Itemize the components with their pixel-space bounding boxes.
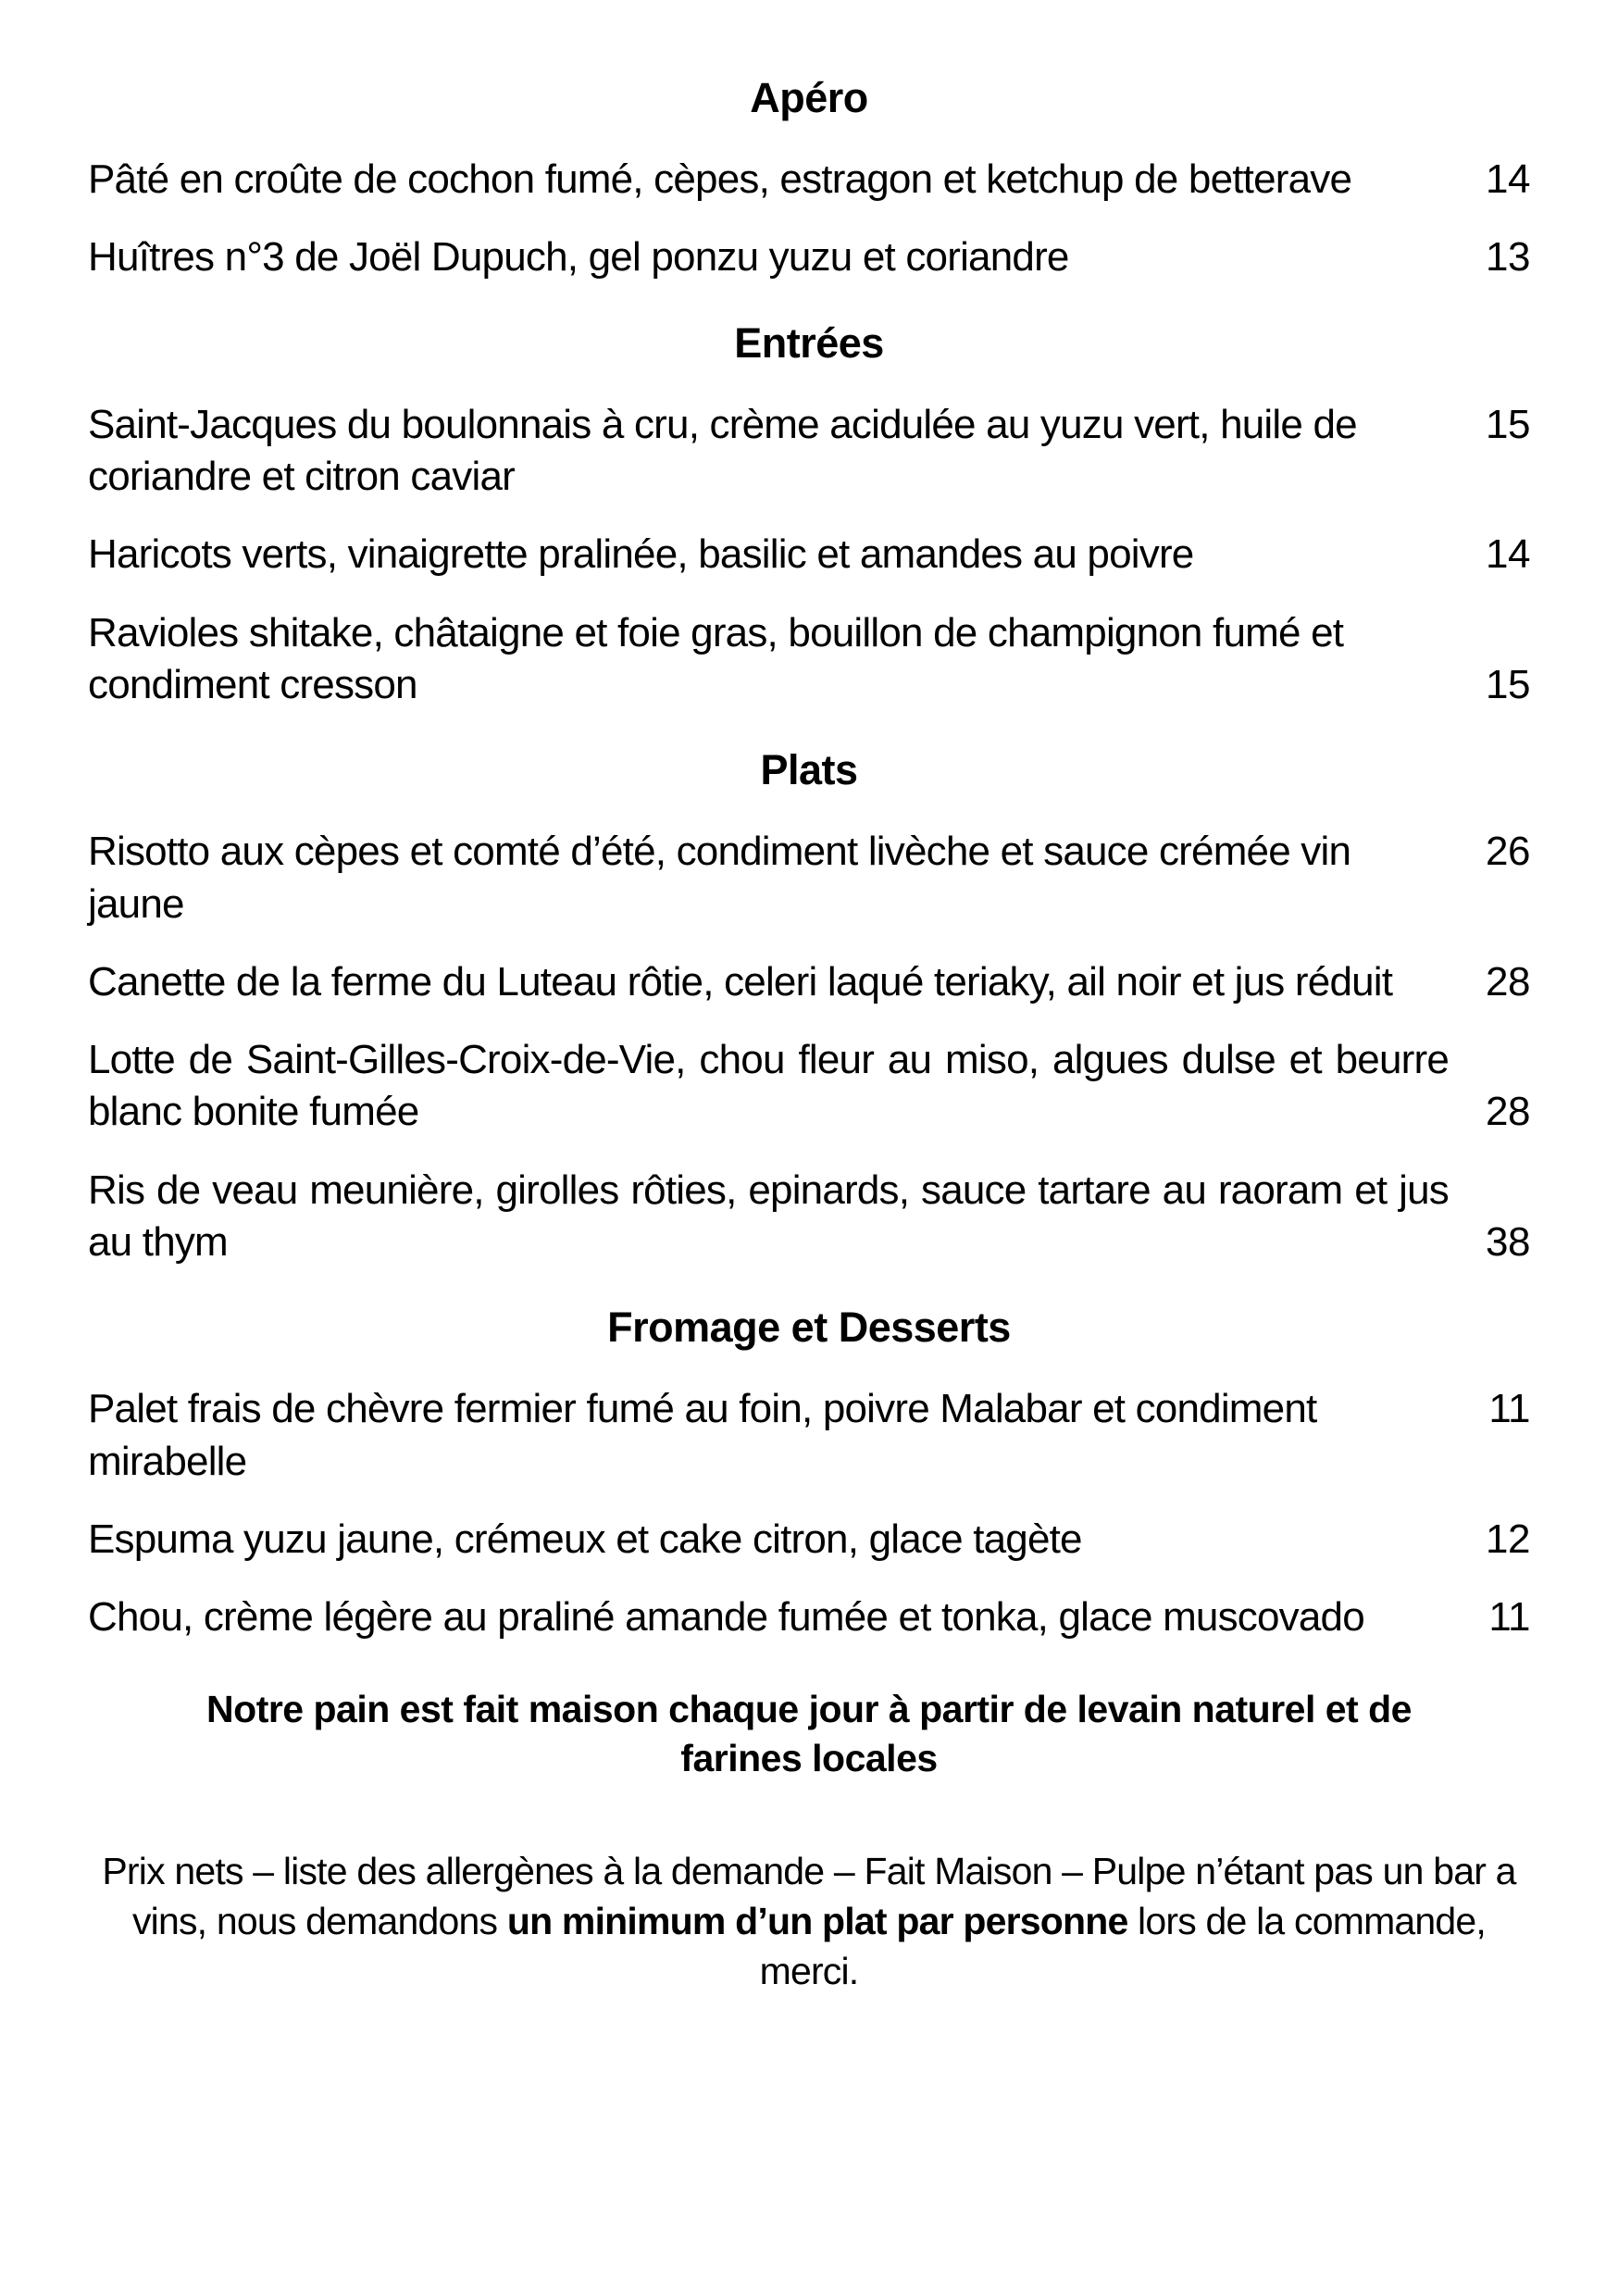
menu-item-text: Saint-Jacques du boulonnais à cru, crème acidulée au yuzu vert, huile de coriandre et citron caviar bbox=[88, 401, 1357, 499]
section-plats bbox=[88, 746, 1530, 1268]
menu-item-price: 15 bbox=[1486, 661, 1530, 707]
menu-item-text: Huîtres n°3 de Joël Dupuch, gel ponzu yuzu et coriandre bbox=[88, 234, 1069, 281]
menu-item bbox=[88, 154, 1530, 206]
menu-item-text: Haricots verts, vinaigrette pralinée, basilic et amandes au poivre bbox=[88, 531, 1194, 578]
menu-item-price: 12 bbox=[1486, 1516, 1530, 1562]
menu-item bbox=[88, 1034, 1530, 1139]
menu-item-price: 11 bbox=[1488, 1386, 1530, 1432]
section-title-entrees: Entrées bbox=[734, 318, 884, 367]
section-fromage-desserts bbox=[88, 1304, 1530, 1643]
menu-item-text: Canette de la ferme du Luteau rôtie, celeri laqué teriaky, ail noir et jus réduit bbox=[88, 958, 1393, 1004]
menu-item bbox=[88, 956, 1530, 1008]
footer-note-text: Prix nets – liste des allergènes à la demande – Fait Maison – Pulpe n’étant pas un bar a vins, nous demandons bbox=[102, 1850, 1516, 1943]
menu-item-price: 26 bbox=[1486, 829, 1530, 875]
footer-note-text: lors de la commande, merci. bbox=[759, 1900, 1487, 1993]
menu-item-price: 28 bbox=[1486, 958, 1530, 1004]
menu-item bbox=[88, 231, 1530, 283]
menu-item-text: Lotte de Saint-Gilles-Croix-de-Vie, chou fleur au miso, algues dulse et beurre blanc bonite fumée bbox=[88, 1037, 1449, 1135]
menu-item bbox=[88, 826, 1530, 930]
menu-item-price: 13 bbox=[1486, 234, 1530, 281]
section-entrees bbox=[88, 319, 1530, 712]
menu-item-price: 14 bbox=[1486, 531, 1530, 578]
menu-item-text: Ravioles shitake, châtaigne et foie gras, bouillon de champignon fumé et condiment cresson bbox=[88, 609, 1344, 707]
menu-item bbox=[88, 1591, 1530, 1643]
menu-item-text: Palet frais de chèvre fermier fumé au foin, poivre Malabar et condiment mirabelle bbox=[88, 1386, 1317, 1484]
menu-item-price: 11 bbox=[1488, 1594, 1530, 1641]
menu-item-text: Chou, crème légère au praliné amande fumée et tonka, glace muscovado bbox=[88, 1594, 1364, 1641]
menu-item bbox=[88, 1165, 1530, 1269]
bread-note: Notre pain est fait maison chaque jour à partir de levain naturel et de farines locales bbox=[206, 1687, 1412, 1779]
menu-item-text: Espuma yuzu jaune, crémeux et cake citron, glace tagète bbox=[88, 1516, 1082, 1562]
menu-item bbox=[88, 1514, 1530, 1566]
footer-note-bold-text: un minimum d’un plat par personne bbox=[506, 1900, 1128, 1943]
menu-item-text: Ris de veau meunière, girolles rôties, epinards, sauce tartare au raoram et jus au thym bbox=[88, 1167, 1449, 1266]
section-title-fromage-desserts: Fromage et Desserts bbox=[607, 1304, 1011, 1352]
menu-item bbox=[88, 607, 1530, 712]
menu-item-price: 14 bbox=[1486, 156, 1530, 202]
menu-item-price: 28 bbox=[1486, 1089, 1530, 1135]
menu-item bbox=[88, 399, 1530, 504]
menu-item-text: Pâté en croûte de cochon fumé, cèpes, estragon et ketchup de betterave bbox=[88, 156, 1352, 202]
section-title-plats: Plats bbox=[760, 746, 858, 794]
menu-item-text: Risotto aux cèpes et comté d’été, condiment livèche et sauce crémée vin jaune bbox=[88, 829, 1351, 927]
menu-item bbox=[88, 529, 1530, 580]
footer-note bbox=[88, 1846, 1530, 1996]
menu-item bbox=[88, 1383, 1530, 1488]
menu-item-price: 15 bbox=[1486, 401, 1530, 447]
section-apero bbox=[88, 74, 1530, 284]
section-title-apero: Apéro bbox=[750, 74, 868, 121]
menu-item-price: 38 bbox=[1486, 1219, 1530, 1266]
